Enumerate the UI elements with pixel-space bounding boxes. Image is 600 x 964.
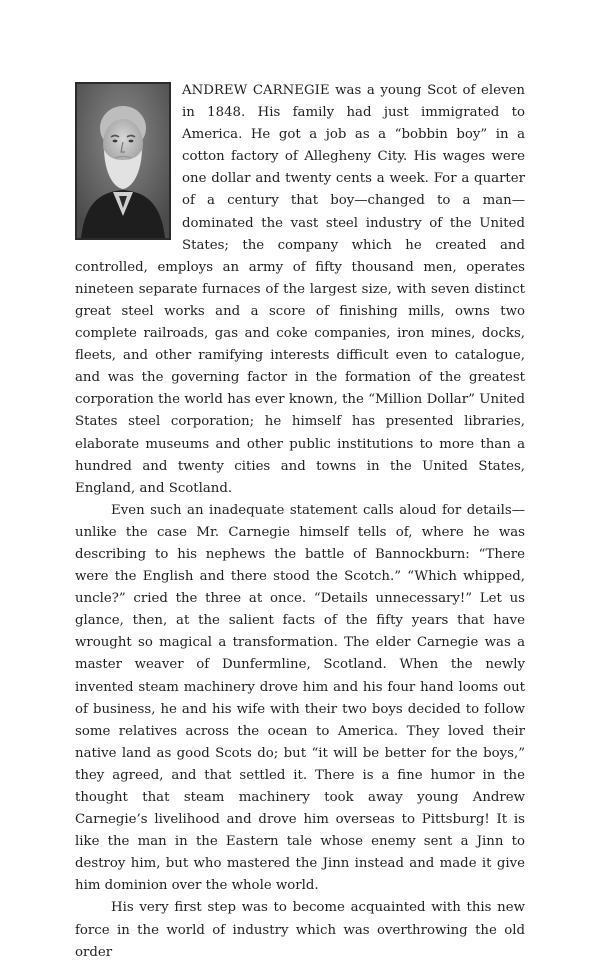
paragraph-3: His very first step was to become acquainted with this new force in the world of industry which was overthrowing the old order	[75, 900, 525, 960]
portrait-illustration	[77, 84, 169, 238]
document-page	[75, 80, 525, 964]
paragraph-2: Even such an inadequate statement calls aloud for details—unlike the case Mr. Carnegie himself tells of, where he was describing to his nephews the battle of Bannockburn: “There were the English and there stood the Scotch.” “Which whipped, uncle?” cried the three at once. “Details unnecessary!” Let us glance, then, at the salient facts of the fifty years that have wrought so magical a transformation. The elder Carnegie was a master weaver of Dunfermline, Scotland. When the newly invented steam machinery drove him and his four hand looms out of business, he and his wife with their two boys decided to follow some relatives across the ocean to America. They loved their native land as good Scots do; but “it will be better for the boys,” they agreed, and that settled it. There is a fine humor in the thought that steam machinery took away young Andrew Carnegie’s livelihood and drove him overseas to Pittsburg! It is like the man in the Eastern tale whose enemy sent a Jinn to destroy him, but who mastered the Jinn instead and made it give him dominion over the whole world.	[75, 502, 525, 894]
portrait-image	[75, 82, 171, 240]
paragraph-1: ANDREW CARNEGIE was a young Scot of eleven in 1848. His family had just immigrated to America. He got a job as a “bobbin boy” in a cotton factory of Allegheny City. His wages were one dollar and twenty cents a week. For a quarter of a century that boy—changed to a man—dominated the vast steel industry of the United States; the company which he created and controlled, employs an army of fifty thousand men, operates nineteen separate furnaces of the largest size, with seven distinct great steel works and a score of finishing mills, owns two complete railroads, gas and coke companies, iron mines, docks, fleets, and other ramifying interests difficult even to catalogue, and was the governing factor in the formation of the greatest corporation the world has ever known, the “Million Dollar” United States steel corporation; he himself has presented libraries, elaborate museums and other public institutions to more than a hundred and twenty cities and towns in the United States, England, and Scotland.	[75, 83, 525, 496]
